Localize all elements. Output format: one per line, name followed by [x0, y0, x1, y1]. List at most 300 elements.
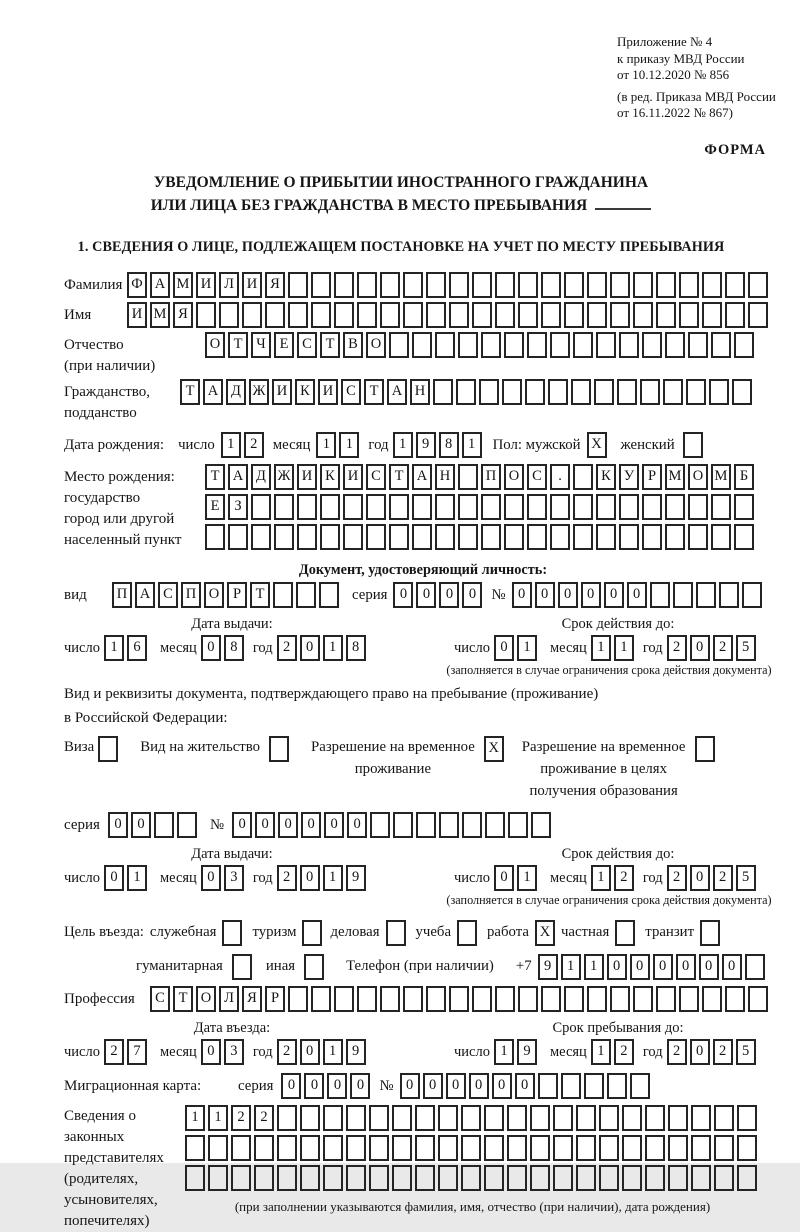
char-box[interactable] — [633, 302, 653, 328]
char-box[interactable]: 2 — [277, 1039, 297, 1065]
char-box[interactable] — [461, 1165, 481, 1191]
char-box[interactable] — [642, 332, 662, 358]
char-box[interactable] — [719, 582, 739, 608]
char-box[interactable]: 5 — [736, 1039, 756, 1065]
char-box[interactable] — [688, 494, 708, 520]
char-box[interactable]: 0 — [630, 954, 650, 980]
char-box[interactable] — [208, 1165, 228, 1191]
char-box[interactable] — [645, 1165, 665, 1191]
char-box[interactable] — [645, 1105, 665, 1131]
char-box[interactable]: 2 — [667, 635, 687, 661]
char-box[interactable] — [154, 812, 174, 838]
char-box[interactable] — [622, 1165, 642, 1191]
char-box[interactable] — [205, 524, 225, 550]
char-box[interactable] — [564, 302, 584, 328]
char-box[interactable] — [392, 1165, 412, 1191]
char-box[interactable] — [346, 1165, 366, 1191]
char-box[interactable]: 9 — [346, 865, 366, 891]
char-box[interactable]: 2 — [104, 1039, 124, 1065]
char-box[interactable]: Т — [173, 986, 193, 1012]
char-box[interactable] — [596, 524, 616, 550]
char-box[interactable]: 5 — [736, 635, 756, 661]
char-box[interactable]: 0 — [232, 812, 252, 838]
char-box[interactable] — [366, 524, 386, 550]
char-box[interactable]: Я — [242, 986, 262, 1012]
char-box[interactable] — [745, 954, 765, 980]
char-box[interactable] — [196, 302, 216, 328]
char-box[interactable] — [426, 986, 446, 1012]
char-box[interactable] — [323, 1165, 343, 1191]
char-box[interactable]: П — [112, 582, 132, 608]
char-box[interactable]: 1 — [221, 432, 241, 458]
char-box[interactable]: 9 — [416, 432, 436, 458]
char-box[interactable] — [300, 1165, 320, 1191]
char-box[interactable] — [369, 1165, 389, 1191]
purpose-humanitarian-checkbox[interactable] — [232, 954, 252, 980]
char-box[interactable] — [518, 272, 538, 298]
char-box[interactable] — [525, 379, 545, 405]
char-box[interactable]: 0 — [676, 954, 696, 980]
char-box[interactable]: 1 — [462, 432, 482, 458]
char-box[interactable]: 1 — [591, 635, 611, 661]
char-box[interactable]: 0 — [604, 582, 624, 608]
char-box[interactable] — [415, 1135, 435, 1161]
char-box[interactable] — [548, 379, 568, 405]
char-box[interactable] — [619, 494, 639, 520]
char-box[interactable]: Ж — [249, 379, 269, 405]
char-box[interactable] — [297, 494, 317, 520]
char-box[interactable] — [714, 1165, 734, 1191]
char-box[interactable] — [456, 379, 476, 405]
char-box[interactable] — [208, 1135, 228, 1161]
char-box[interactable] — [334, 272, 354, 298]
char-box[interactable]: Е — [274, 332, 294, 358]
purpose-private-checkbox[interactable] — [615, 920, 635, 946]
char-box[interactable]: 0 — [301, 812, 321, 838]
char-box[interactable]: Ж — [274, 464, 294, 490]
char-box[interactable]: 2 — [254, 1105, 274, 1131]
char-box[interactable]: 2 — [614, 1039, 634, 1065]
char-box[interactable] — [663, 379, 683, 405]
char-box[interactable]: Б — [734, 464, 754, 490]
char-box[interactable] — [504, 332, 524, 358]
char-box[interactable] — [617, 379, 637, 405]
char-box[interactable] — [508, 812, 528, 838]
char-box[interactable] — [185, 1165, 205, 1191]
purpose-study-checkbox[interactable] — [457, 920, 477, 946]
char-box[interactable]: 1 — [185, 1105, 205, 1131]
char-box[interactable] — [265, 302, 285, 328]
char-box[interactable] — [561, 1073, 581, 1099]
char-box[interactable] — [435, 494, 455, 520]
char-box[interactable] — [495, 986, 515, 1012]
char-box[interactable] — [346, 1105, 366, 1131]
char-box[interactable] — [438, 1105, 458, 1131]
char-box[interactable]: В — [343, 332, 363, 358]
char-box[interactable]: Т — [320, 332, 340, 358]
purpose-work-checkbox[interactable]: X — [535, 920, 555, 946]
char-box[interactable]: Т — [389, 464, 409, 490]
char-box[interactable]: 0 — [108, 812, 128, 838]
char-box[interactable]: 0 — [494, 865, 514, 891]
char-box[interactable] — [610, 272, 630, 298]
char-box[interactable] — [573, 332, 593, 358]
char-box[interactable] — [527, 494, 547, 520]
char-box[interactable] — [479, 379, 499, 405]
char-box[interactable] — [640, 379, 660, 405]
char-box[interactable]: 2 — [231, 1105, 251, 1131]
char-box[interactable] — [530, 1165, 550, 1191]
char-box[interactable] — [357, 272, 377, 298]
char-box[interactable]: 0 — [535, 582, 555, 608]
char-box[interactable] — [622, 1135, 642, 1161]
char-box[interactable]: 1 — [591, 1039, 611, 1065]
char-box[interactable]: И — [196, 272, 216, 298]
char-box[interactable] — [573, 494, 593, 520]
char-box[interactable]: 6 — [127, 635, 147, 661]
char-box[interactable] — [732, 379, 752, 405]
char-box[interactable] — [541, 272, 561, 298]
char-box[interactable]: М — [665, 464, 685, 490]
char-box[interactable]: 2 — [713, 1039, 733, 1065]
char-box[interactable] — [288, 272, 308, 298]
char-box[interactable] — [320, 494, 340, 520]
char-box[interactable] — [426, 302, 446, 328]
char-box[interactable] — [319, 582, 339, 608]
char-box[interactable] — [656, 986, 676, 1012]
char-box[interactable] — [702, 302, 722, 328]
char-box[interactable] — [320, 524, 340, 550]
char-box[interactable]: 7 — [127, 1039, 147, 1065]
char-box[interactable]: Д — [226, 379, 246, 405]
char-box[interactable] — [633, 986, 653, 1012]
char-box[interactable] — [357, 986, 377, 1012]
char-box[interactable] — [389, 494, 409, 520]
char-box[interactable]: С — [297, 332, 317, 358]
char-box[interactable]: 0 — [690, 635, 710, 661]
char-box[interactable] — [449, 272, 469, 298]
char-box[interactable] — [702, 986, 722, 1012]
char-box[interactable]: И — [127, 302, 147, 328]
char-box[interactable]: У — [619, 464, 639, 490]
char-box[interactable]: К — [320, 464, 340, 490]
char-box[interactable] — [449, 986, 469, 1012]
char-box[interactable] — [380, 272, 400, 298]
char-box[interactable] — [665, 494, 685, 520]
char-box[interactable]: 0 — [494, 635, 514, 661]
char-box[interactable] — [343, 524, 363, 550]
char-box[interactable]: Р — [642, 464, 662, 490]
char-box[interactable] — [656, 302, 676, 328]
char-box[interactable]: 1 — [584, 954, 604, 980]
char-box[interactable] — [527, 332, 547, 358]
char-box[interactable] — [642, 524, 662, 550]
char-box[interactable]: Д — [251, 464, 271, 490]
char-box[interactable] — [518, 302, 538, 328]
char-box[interactable] — [415, 1165, 435, 1191]
char-box[interactable] — [334, 986, 354, 1012]
char-box[interactable] — [711, 494, 731, 520]
char-box[interactable] — [502, 379, 522, 405]
char-box[interactable] — [369, 1105, 389, 1131]
char-box[interactable]: 1 — [208, 1105, 228, 1131]
char-box[interactable] — [251, 494, 271, 520]
char-box[interactable]: 9 — [538, 954, 558, 980]
char-box[interactable] — [458, 332, 478, 358]
char-box[interactable]: 0 — [201, 865, 221, 891]
char-box[interactable] — [334, 302, 354, 328]
char-box[interactable]: 0 — [690, 1039, 710, 1065]
char-box[interactable]: 0 — [416, 582, 436, 608]
char-box[interactable] — [415, 1105, 435, 1131]
char-box[interactable] — [696, 582, 716, 608]
char-box[interactable]: О — [366, 332, 386, 358]
char-box[interactable]: 0 — [512, 582, 532, 608]
char-box[interactable]: С — [341, 379, 361, 405]
char-box[interactable] — [553, 1165, 573, 1191]
char-box[interactable] — [619, 524, 639, 550]
char-box[interactable]: 0 — [581, 582, 601, 608]
char-box[interactable] — [573, 524, 593, 550]
char-box[interactable]: 9 — [517, 1039, 537, 1065]
char-box[interactable] — [610, 986, 630, 1012]
char-box[interactable]: . — [550, 464, 570, 490]
char-box[interactable] — [550, 524, 570, 550]
char-box[interactable] — [438, 1135, 458, 1161]
char-box[interactable] — [725, 302, 745, 328]
char-box[interactable] — [495, 272, 515, 298]
char-box[interactable] — [518, 986, 538, 1012]
char-box[interactable]: Н — [435, 464, 455, 490]
char-box[interactable] — [596, 332, 616, 358]
char-box[interactable] — [403, 272, 423, 298]
char-box[interactable]: 1 — [339, 432, 359, 458]
char-box[interactable] — [481, 524, 501, 550]
char-box[interactable] — [679, 272, 699, 298]
char-box[interactable] — [481, 332, 501, 358]
char-box[interactable] — [185, 1135, 205, 1161]
char-box[interactable]: П — [181, 582, 201, 608]
char-box[interactable]: 8 — [224, 635, 244, 661]
char-box[interactable] — [433, 379, 453, 405]
char-box[interactable] — [688, 332, 708, 358]
char-box[interactable]: Т — [228, 332, 248, 358]
char-box[interactable]: Ф — [127, 272, 147, 298]
char-box[interactable]: 0 — [201, 635, 221, 661]
char-box[interactable] — [668, 1165, 688, 1191]
char-box[interactable]: 0 — [690, 865, 710, 891]
char-box[interactable] — [714, 1105, 734, 1131]
char-box[interactable] — [610, 302, 630, 328]
char-box[interactable]: 0 — [327, 1073, 347, 1099]
char-box[interactable] — [426, 272, 446, 298]
purpose-other-checkbox[interactable] — [304, 954, 324, 980]
char-box[interactable] — [288, 986, 308, 1012]
char-box[interactable]: 0 — [423, 1073, 443, 1099]
char-box[interactable]: 0 — [300, 1039, 320, 1065]
char-box[interactable]: 5 — [736, 865, 756, 891]
char-box[interactable]: О — [196, 986, 216, 1012]
char-box[interactable]: И — [297, 464, 317, 490]
char-box[interactable] — [485, 812, 505, 838]
char-box[interactable] — [297, 524, 317, 550]
char-box[interactable] — [219, 302, 239, 328]
char-box[interactable]: 1 — [517, 865, 537, 891]
char-box[interactable]: Н — [410, 379, 430, 405]
visa-checkbox[interactable] — [98, 736, 118, 762]
char-box[interactable] — [734, 332, 754, 358]
char-box[interactable] — [725, 986, 745, 1012]
char-box[interactable]: Ч — [251, 332, 271, 358]
char-box[interactable] — [630, 1073, 650, 1099]
char-box[interactable] — [587, 986, 607, 1012]
char-box[interactable] — [679, 302, 699, 328]
char-box[interactable]: 0 — [300, 865, 320, 891]
char-box[interactable] — [673, 582, 693, 608]
char-box[interactable] — [584, 1073, 604, 1099]
char-box[interactable]: Л — [219, 272, 239, 298]
char-box[interactable] — [311, 302, 331, 328]
char-box[interactable] — [564, 986, 584, 1012]
char-box[interactable] — [273, 582, 293, 608]
char-box[interactable] — [679, 986, 699, 1012]
char-box[interactable]: 1 — [104, 635, 124, 661]
char-box[interactable] — [665, 332, 685, 358]
char-box[interactable] — [177, 812, 197, 838]
char-box[interactable] — [277, 1105, 297, 1131]
char-box[interactable]: С — [527, 464, 547, 490]
char-box[interactable]: 0 — [627, 582, 647, 608]
char-box[interactable] — [412, 524, 432, 550]
char-box[interactable] — [435, 524, 455, 550]
char-box[interactable] — [530, 1105, 550, 1131]
char-box[interactable]: 0 — [350, 1073, 370, 1099]
char-box[interactable] — [484, 1135, 504, 1161]
char-box[interactable] — [412, 494, 432, 520]
char-box[interactable]: К — [295, 379, 315, 405]
char-box[interactable] — [458, 524, 478, 550]
char-box[interactable]: 1 — [494, 1039, 514, 1065]
char-box[interactable] — [645, 1135, 665, 1161]
char-box[interactable] — [228, 524, 248, 550]
char-box[interactable] — [633, 272, 653, 298]
char-box[interactable] — [357, 302, 377, 328]
char-box[interactable]: М — [173, 272, 193, 298]
char-box[interactable] — [323, 1105, 343, 1131]
char-box[interactable] — [530, 1135, 550, 1161]
char-box[interactable]: М — [711, 464, 731, 490]
char-box[interactable]: И — [343, 464, 363, 490]
char-box[interactable]: 2 — [713, 865, 733, 891]
char-box[interactable] — [277, 1135, 297, 1161]
char-box[interactable] — [607, 1073, 627, 1099]
char-box[interactable] — [564, 272, 584, 298]
char-box[interactable]: 0 — [104, 865, 124, 891]
char-box[interactable]: А — [412, 464, 432, 490]
char-box[interactable] — [538, 1073, 558, 1099]
char-box[interactable] — [668, 1135, 688, 1161]
char-box[interactable] — [553, 1105, 573, 1131]
char-box[interactable]: 8 — [439, 432, 459, 458]
char-box[interactable] — [711, 524, 731, 550]
purpose-transit-checkbox[interactable] — [700, 920, 720, 946]
char-box[interactable] — [725, 272, 745, 298]
char-box[interactable]: Р — [227, 582, 247, 608]
char-box[interactable]: 0 — [278, 812, 298, 838]
char-box[interactable]: 0 — [558, 582, 578, 608]
char-box[interactable]: М — [150, 302, 170, 328]
char-box[interactable]: И — [242, 272, 262, 298]
char-box[interactable]: 1 — [614, 635, 634, 661]
char-box[interactable]: 0 — [469, 1073, 489, 1099]
char-box[interactable] — [686, 379, 706, 405]
char-box[interactable] — [553, 1135, 573, 1161]
char-box[interactable] — [323, 1135, 343, 1161]
char-box[interactable] — [393, 812, 413, 838]
char-box[interactable] — [458, 494, 478, 520]
char-box[interactable] — [472, 272, 492, 298]
char-box[interactable] — [300, 1135, 320, 1161]
char-box[interactable] — [231, 1135, 251, 1161]
char-box[interactable] — [300, 1105, 320, 1131]
char-box[interactable] — [573, 464, 593, 490]
char-box[interactable]: 0 — [201, 1039, 221, 1065]
char-box[interactable]: И — [318, 379, 338, 405]
char-box[interactable]: А — [150, 272, 170, 298]
char-box[interactable] — [484, 1165, 504, 1191]
char-box[interactable] — [461, 1135, 481, 1161]
char-box[interactable] — [380, 986, 400, 1012]
char-box[interactable] — [550, 332, 570, 358]
char-box[interactable]: 2 — [667, 1039, 687, 1065]
char-box[interactable]: 0 — [400, 1073, 420, 1099]
char-box[interactable]: 0 — [131, 812, 151, 838]
char-box[interactable] — [311, 986, 331, 1012]
char-box[interactable]: 2 — [614, 865, 634, 891]
char-box[interactable]: 0 — [462, 582, 482, 608]
char-box[interactable] — [507, 1105, 527, 1131]
char-box[interactable] — [596, 494, 616, 520]
char-box[interactable]: Т — [250, 582, 270, 608]
char-box[interactable]: 0 — [515, 1073, 535, 1099]
char-box[interactable]: 0 — [324, 812, 344, 838]
char-box[interactable] — [416, 812, 436, 838]
char-box[interactable] — [734, 524, 754, 550]
char-box[interactable] — [622, 1105, 642, 1131]
char-box[interactable]: 2 — [277, 635, 297, 661]
char-box[interactable]: А — [228, 464, 248, 490]
char-box[interactable]: 1 — [517, 635, 537, 661]
char-box[interactable] — [484, 1105, 504, 1131]
char-box[interactable]: О — [205, 332, 225, 358]
char-box[interactable]: 0 — [492, 1073, 512, 1099]
char-box[interactable] — [392, 1135, 412, 1161]
char-box[interactable] — [504, 524, 524, 550]
char-box[interactable] — [369, 1135, 389, 1161]
char-box[interactable] — [507, 1165, 527, 1191]
char-box[interactable]: 0 — [446, 1073, 466, 1099]
char-box[interactable]: А — [135, 582, 155, 608]
char-box[interactable] — [734, 494, 754, 520]
char-box[interactable]: Е — [205, 494, 225, 520]
char-box[interactable] — [370, 812, 390, 838]
char-box[interactable]: С — [150, 986, 170, 1012]
temp-permit-checkbox[interactable]: X — [484, 736, 504, 762]
char-box[interactable]: Т — [364, 379, 384, 405]
char-box[interactable] — [288, 302, 308, 328]
char-box[interactable]: О — [204, 582, 224, 608]
char-box[interactable]: 0 — [304, 1073, 324, 1099]
